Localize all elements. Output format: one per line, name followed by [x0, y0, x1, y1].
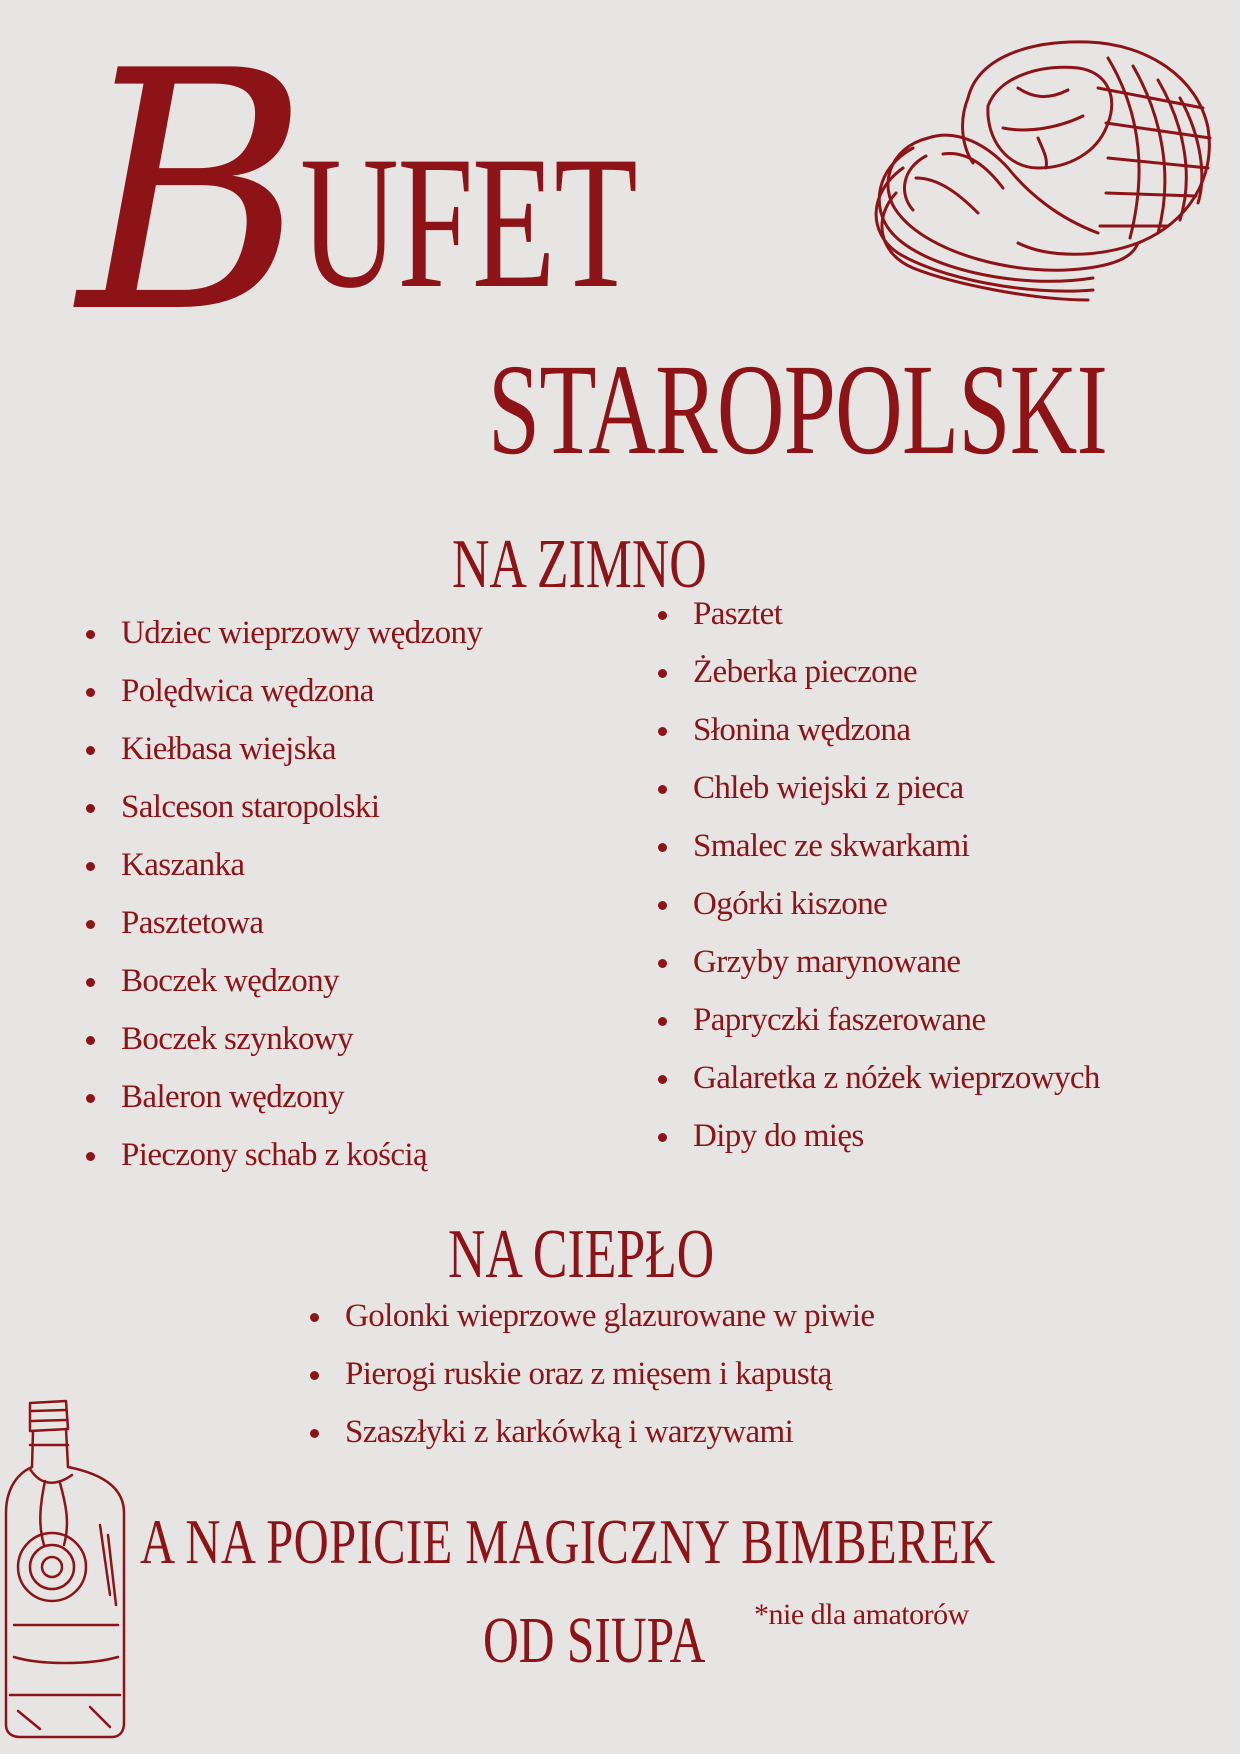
list-item: Boczek szynkowy — [86, 1010, 482, 1068]
list-item: Galaretka z nóżek wieprzowych — [658, 1049, 1100, 1107]
list-item: Żeberka pieczone — [658, 643, 1100, 701]
list-item: Boczek wędzony — [86, 952, 482, 1010]
list-item: Polędwica wędzona — [86, 662, 482, 720]
list-item: Salceson staropolski — [86, 778, 482, 836]
section-heading-cold: NA ZIMNO — [452, 526, 707, 603]
cold-menu-left — [86, 604, 482, 1184]
ham-icon — [868, 28, 1218, 308]
list-item: Udziec wieprzowy wędzony — [86, 604, 482, 662]
list-item: Baleron wędzony — [86, 1068, 482, 1126]
list-item: Pierogi ruskie oraz z mięsem i kapustą — [310, 1345, 874, 1403]
list-item: Chleb wiejski z pieca — [658, 759, 1100, 817]
footnote: *nie dla amatorów — [754, 1598, 969, 1631]
title-initial-letter: B — [78, 1, 309, 385]
cold-menu-right — [658, 585, 1100, 1165]
list-item: Kiełbasa wiejska — [86, 720, 482, 778]
list-item: Ogórki kiszone — [658, 875, 1100, 933]
list-item: Pasztet — [658, 585, 1100, 643]
title-subtitle: STAROPOLSKI — [488, 338, 1108, 482]
closing-line-brand: OD SIUPA — [483, 1604, 706, 1677]
bottle-icon — [0, 1395, 130, 1745]
hot-menu — [310, 1287, 874, 1461]
list-item: Pieczony schab z kością — [86, 1126, 482, 1184]
list-item: Golonki wieprzowe glazurowane w piwie — [310, 1287, 874, 1345]
title-word: UFET — [300, 118, 637, 328]
list-item: Szaszłyki z karkówką i warzywami — [310, 1403, 874, 1461]
section-heading-hot: NA CIEPŁO — [448, 1216, 715, 1293]
list-item: Dipy do mięs — [658, 1107, 1100, 1165]
list-item: Pasztetowa — [86, 894, 482, 952]
list-item: Grzyby marynowane — [658, 933, 1100, 991]
list-item: Słonina wędzona — [658, 701, 1100, 759]
list-item: Papryczki faszerowane — [658, 991, 1100, 1049]
closing-line: A NA POPICIE MAGICZNY BIMBEREK — [140, 1506, 996, 1577]
list-item: Kaszanka — [86, 836, 482, 894]
list-item: Smalec ze skwarkami — [658, 817, 1100, 875]
